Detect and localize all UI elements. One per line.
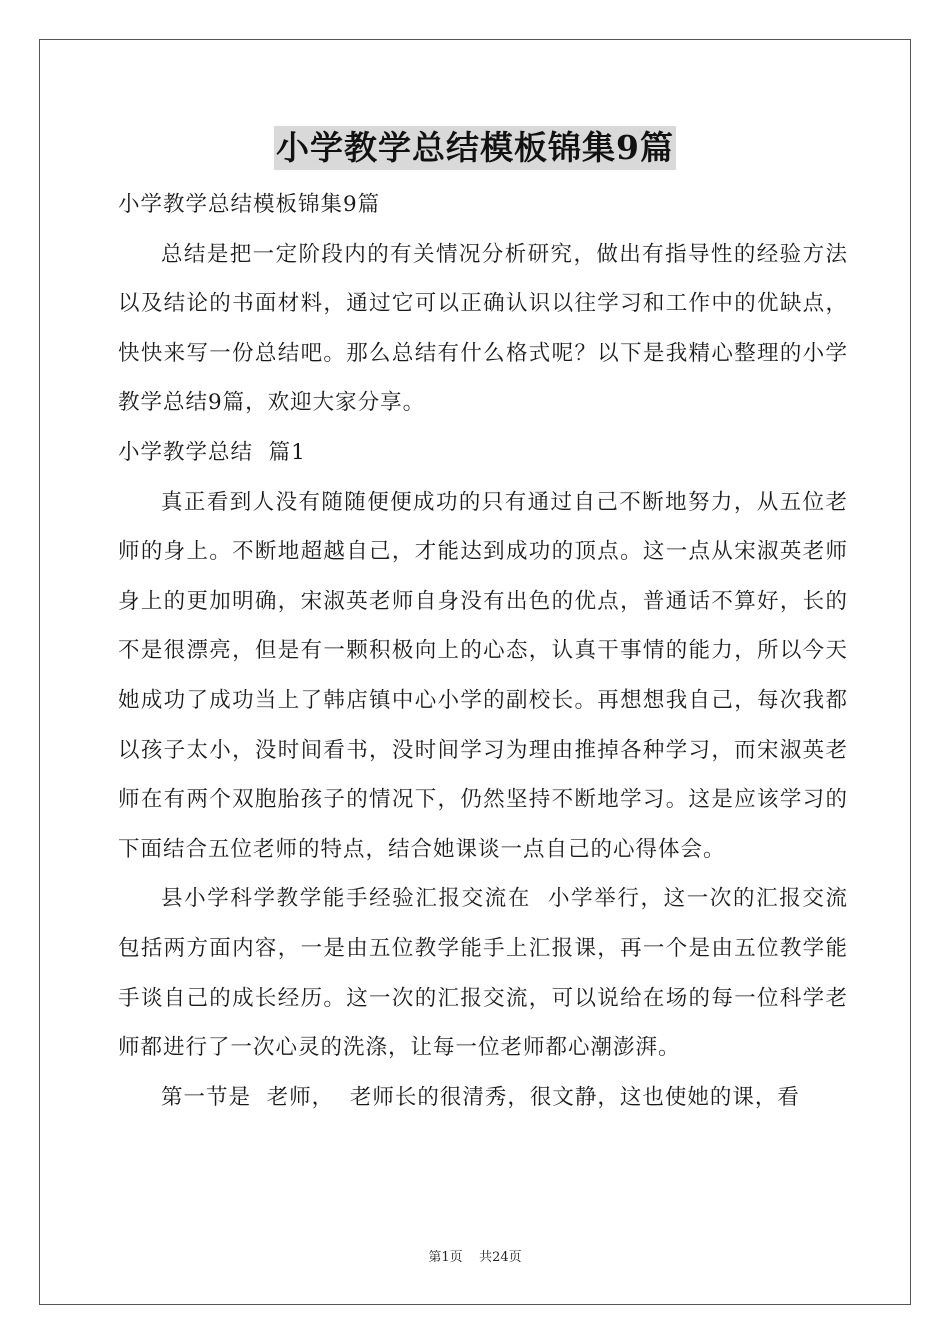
document-body [118, 180, 848, 1122]
page-number: 第1页 共24页 [428, 1250, 522, 1265]
body-paragraph-2: 县小学科学教学能手经验汇报交流在 小学举行，这一次的汇报交流包括两方面内容，一是由五位教学能手上汇报课，再一个是由五位教学能手谈自己的成长经历。这一次的汇报交流，可以说给在场的每一位科学老师都进行了一次心灵的洗涤，让每一位老师都心潮澎湃。 [118, 886, 848, 1061]
section-heading: 小学教学总结 篇1 [118, 439, 306, 465]
body-paragraph-3: 第一节是 老师， 老师长的很清秀，很文静，这也使她的课，看 [161, 1084, 800, 1110]
intro-paragraph: 总结是把一定阶段内的有关情况分析研究，做出有指导性的经验方法以及结论的书面材料，通过它可以正确认识以往学习和工作中的优缺点，快快来写一份总结吧。那么总结有什么格式呢？以下是我精心整理的小学教学总结9篇，欢迎大家分享。 [118, 241, 848, 416]
title-container [0, 126, 950, 170]
document-subtitle: 小学教学总结模板锦集9篇 [118, 192, 381, 217]
body-paragraph-1: 真正看到人没有随随便便成功的只有通过自己不断地努力，从五位老师的身上。不断地超越自己，才能达到成功的顶点。这一点从宋淑英老师身上的更加明确，宋淑英老师自身没有出色的优点，普通话不算好，长的不是很漂亮，但是有一颗积极向上的心态，认真干事情的能力，所以今天她成功了成功当上了韩店镇中心小学的副校长。再想想我自己，每次我都以孩子太小，没时间看书，没时间学习为理由推掉各种学习，而宋淑英老师在有两个双胞胎孩子的情况下，仍然坚持不断地学习。这是应该学习的下面结合五位老师的特点，结合她课谈一点自己的心得体会。 [118, 489, 848, 862]
document-title: 小学教学总结模板锦集9篇 [274, 126, 676, 170]
page-footer [0, 1246, 950, 1265]
